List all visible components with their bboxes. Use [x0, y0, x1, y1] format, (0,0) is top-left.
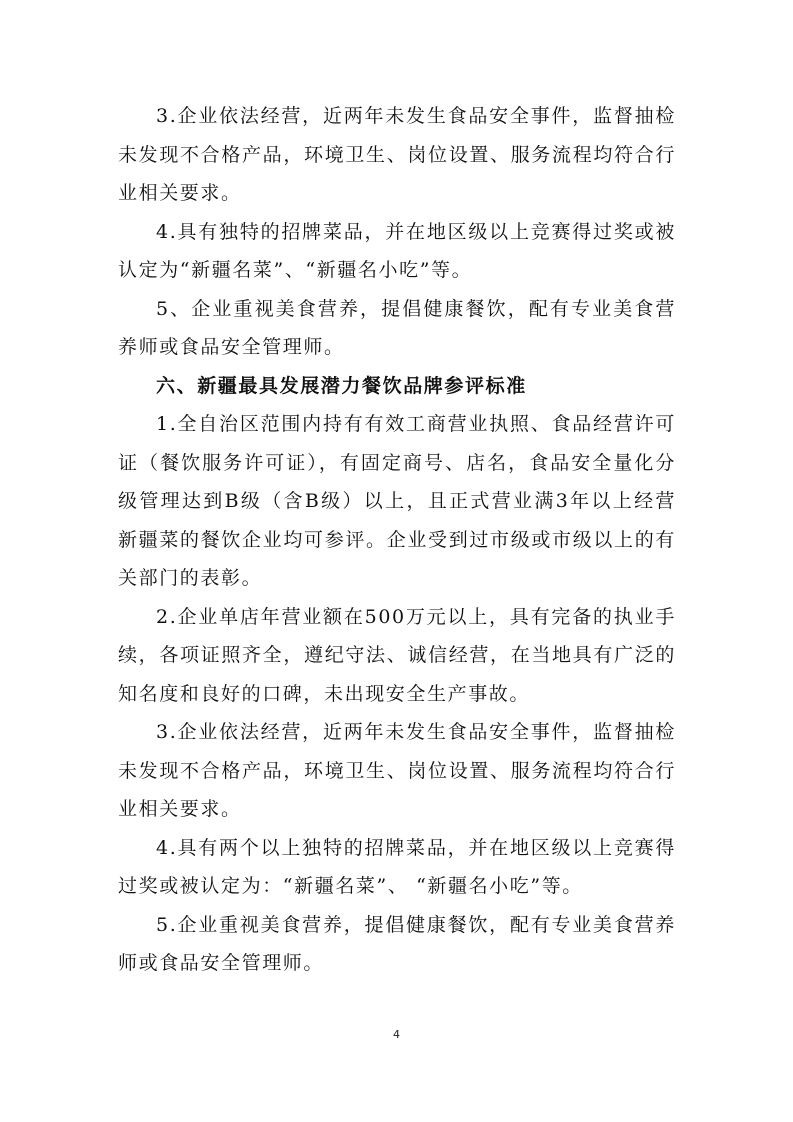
paragraph-criterion-4b: 4.具有两个以上独特的招牌菜品，并在地区级以上竞赛得过奖或被认定为：“新疆名菜”、 “新疆名小吃”等。: [118, 836, 676, 897]
paragraph-criterion-2: 2.企业单店年营业额在500万元以上，具有完备的执业手续，各项证照齐全，遵纪守法、诚信经营，在当地具有广泛的知名度和良好的口碑，未出现安全生产事故。: [118, 605, 676, 705]
paragraph-criterion-1: 1.全自治区范围内持有有效工商营业执照、食品经营许可证（餐饮服务许可证），有固定商号、店名，食品安全量化分级管理达到B级（含B级）以上，且正式营业满3年以上经营新疆菜的餐饮企业均可参评。企业受到过市级或市级以上的有关部门的表彰。: [118, 413, 676, 589]
paragraph-criterion-3: 3.企业依法经营，近两年未发生食品安全事件，监督抽检未发现不合格产品，环境卫生、岗位设置、服务流程均符合行业相关要求。: [118, 105, 676, 204]
document-body: [118, 97, 676, 983]
paragraph-criterion-5: 5、企业重视美食营养，提倡健康餐饮，配有专业美食营养师或食品安全管理师。: [118, 297, 676, 358]
section-heading-six: 六、新疆最具发展潜力餐饮品牌参评标准: [156, 374, 527, 397]
page-number: 4: [393, 1028, 400, 1041]
paragraph-criterion-5b: 5.企业重视美食营养，提倡健康餐饮，配有专业美食营养师或食品安全管理师。: [118, 913, 676, 974]
paragraph-criterion-4: 4.具有独特的招牌菜品，并在地区级以上竞赛得过奖或被认定为“新疆名菜”、“新疆名小吃”等。: [118, 220, 676, 281]
paragraph-criterion-3b: 3.企业依法经营，近两年未发生食品安全事件，监督抽检未发现不合格产品，环境卫生、岗位设置、服务流程均符合行业相关要求。: [118, 721, 676, 820]
